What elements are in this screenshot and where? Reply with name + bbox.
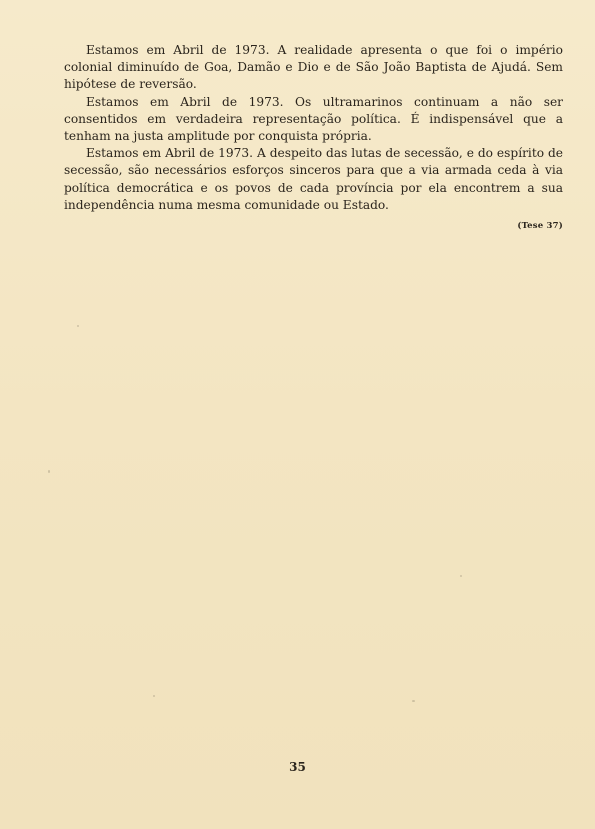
paragraph-1: Estamos em Abril de 1973. A realidade apresenta o que foi o império colonial diminuído de Goa, Damão e Dio e de São João Baptista de Ajudá. Sem hipótese de reversão. [64,43,563,92]
page-number: 35 [289,760,306,774]
paper-speck [153,695,155,697]
paragraph-2: Estamos em Abril de 1973. Os ultramarinos continuam a não ser consentidos em verdadeira representação política. É indispensável que a tenham na justa amplitude por conquista própria. [64,94,563,144]
paper-speck [412,700,415,702]
paper-speck [77,325,79,327]
body-text [64,42,563,235]
paper-speck [460,575,462,577]
thesis-reference: (Tese 37) [517,221,563,232]
paragraph-3: Estamos em Abril de 1973. A despeito das lutas de secessão, e do espírito de secessão, são necessários esforços sinceros para que a via armada ceda à via política democrática e os povos de cada província por ela encontrem a sua independência numa mesma comunidade ou Estado. [64,146,563,212]
paper-speck [48,470,50,473]
